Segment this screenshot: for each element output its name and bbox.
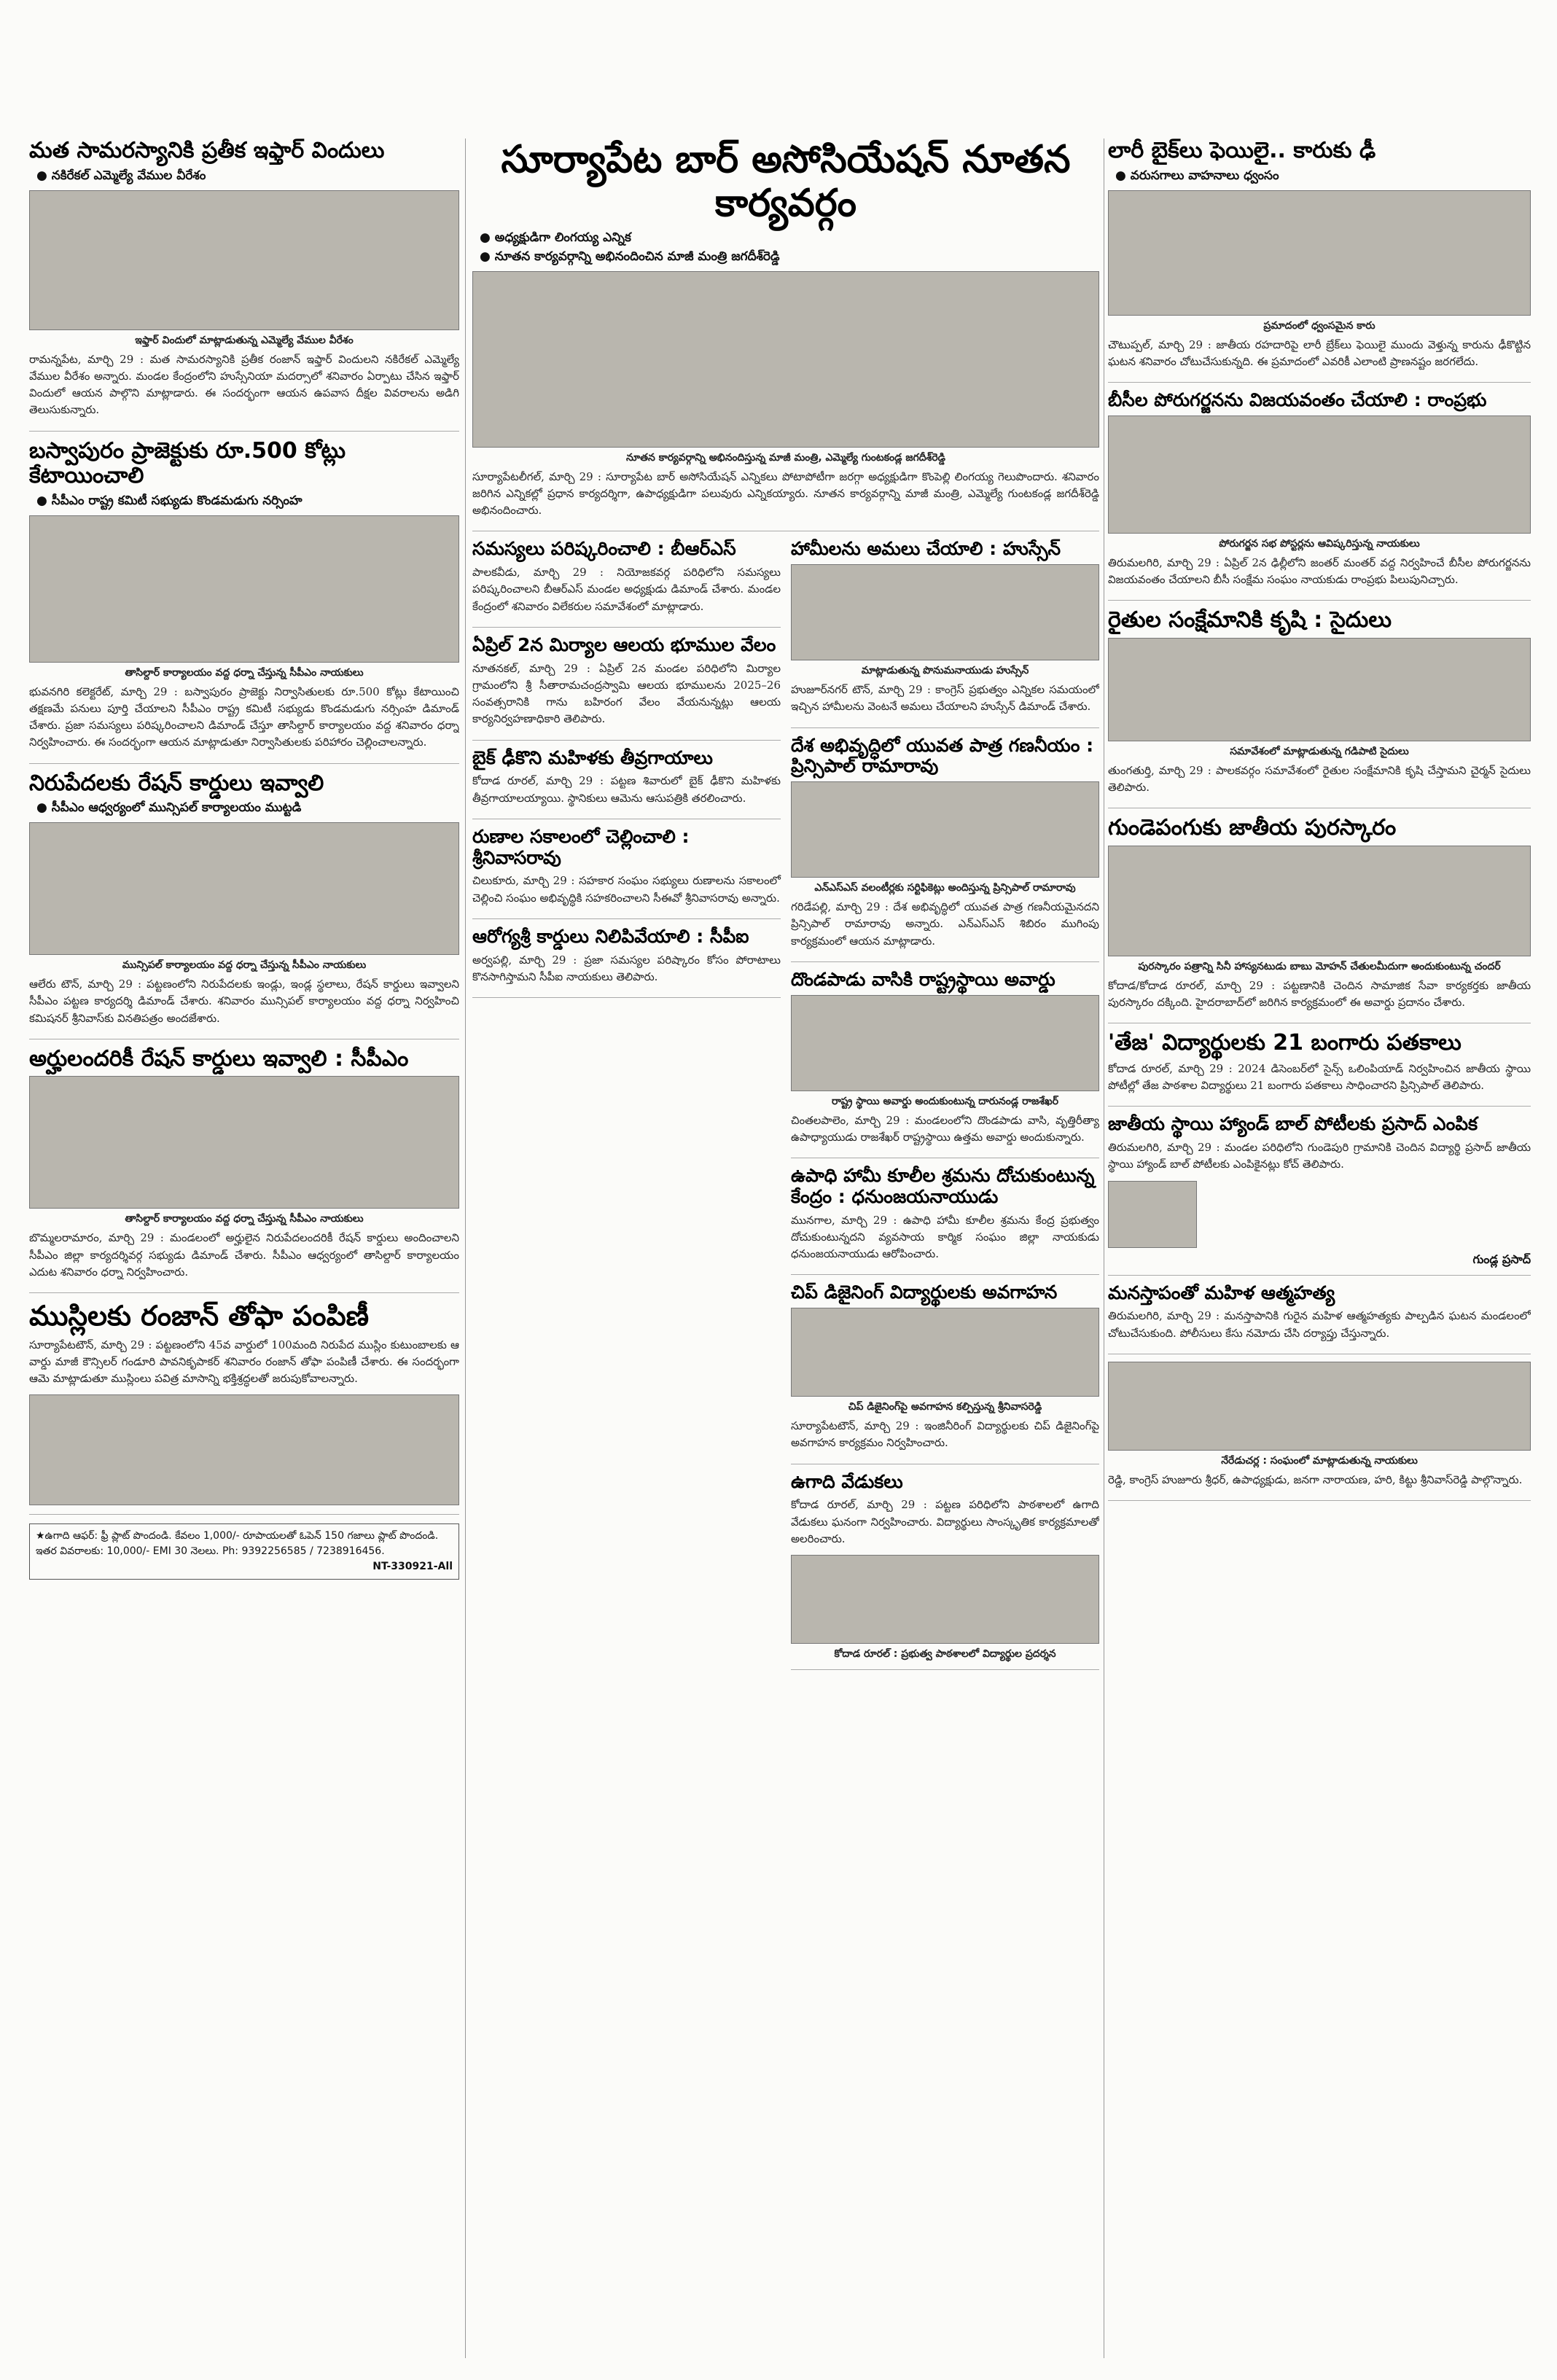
story-ramzan-tofa	[29, 1300, 459, 1515]
story-loans	[472, 827, 781, 919]
headline: రైతుల సంక్షేమానికి కృషి : సైదులు	[1108, 607, 1392, 633]
ad-text: ★ఉగాది ఆఫర్: ఫ్రీ ప్లాట్ పొందండి. కేవలం 1,000/- రూపాయలతో ఓపెన్ 150 గజాలు ప్లాట్ పొందండి. ఇతర వివరాలకు: 10,000/- EMI 30 నెలలు. Ph: 9392256585 / 7238916456.	[36, 1530, 439, 1558]
article-body: బొమ్మలరామారం, మార్చి 29 : మండలంలో అర్హులైన నిరుపేదలందరికీ రేషన్ కార్డులు అందించాలని సీపీఎం జిల్లా కార్యదర్శివర్గ సభ్యుడు డిమాండ్ చేశారు. సీపీఎం ఆధ్వర్యంలో తాసిల్దార్ కార్యాలయం ఎదుట శనివారం ధర్నా నిర్వహించారు.	[29, 1231, 459, 1279]
article-body: గరిడేపల్లి, మార్చి 29 : దేశ అభివృద్ధిలో యువత పాత్ర గణనీయమైనదని ప్రిన్సిపాల్ రామారావు అన్నారు. ఎన్ఎస్ఎస్ శిబిరం ముగింపు కార్యక్రమంలో ఆయన మాట్లాడారు.	[791, 900, 1099, 948]
story-brs	[472, 539, 781, 628]
news-photo	[472, 271, 1099, 448]
headline: ఏప్రిల్ 2న మిర్యాల ఆలయ భూముల వేలం	[472, 633, 776, 655]
ad-reference: NT-330921-All	[372, 1561, 453, 1573]
news-photo	[791, 781, 1099, 878]
article-body: రామన్నపేట, మార్చి 29 : మత సామరస్యానికి ప్రతీక రంజాన్ ఇఫ్తార్ విందులని నకిరేకల్ ఎమ్మెల్యే వేముల వీరేశం అన్నారు. మండల కేంద్రంలోని హుస్సేనియా మదర్సాలో శనివారం ఏర్పాటు చేసిన ఇఫ్తార్ విందులో ఆయన పాల్గొని మాట్లాడారు. ఈ సందర్భంగా ఆయన ఉపవాస దీక్షల వివరాలను అడిగి తెలుసుకున్నారు.	[29, 352, 459, 417]
subhead: ● నూతన కార్యవర్గాన్ని అభినందించిన మాజీ మంత్రి జగదీశ్‌రెడ్డి	[480, 249, 1099, 267]
photo-caption: నేరేడుచర్ల : సంఘంలో మాట్లాడుతున్న నాయకులు	[1221, 1454, 1418, 1467]
article-body: అర్వపల్లి, మార్చి 29 : ప్రజా సమస్యల పరిష్కారం కోసం పోరాటాలు కొనసాగిస్తామని సీపీఐ నాయకులు తెలిపారు.	[472, 953, 781, 983]
story-farmers	[1108, 608, 1531, 808]
story-cpi	[472, 926, 781, 998]
story-national-award	[1108, 816, 1531, 1023]
article-body: తిరుమలగిరి, మార్చి 29 : మనస్తాపానికి గురైన మహిళ ఆత్మహత్యకు పాల్పడిన ఘటన మండలంలో చోటుచేసుకుంది. పోలీసులు కేసు నమోదు చేసి దర్యాప్తు చేస్తున్నారు.	[1108, 1309, 1531, 1340]
headline: లారీ బైక్‌లు ఫెయిలై.. కారుకు ఢీ	[1108, 138, 1376, 163]
portrait-photo	[1108, 1181, 1197, 1248]
photo-caption: కోదాడ రూరల్ : ప్రభుత్వ పాఠశాలలో విద్యార్థుల ప్రదర్శన	[834, 1648, 1056, 1661]
photo-caption: పోరుగర్జన సభ పోస్టర్లను ఆవిష్కరిస్తున్న నాయకులు	[1219, 537, 1420, 550]
story-award	[791, 969, 1099, 1158]
photo-caption: పురస్కారం పత్రాన్ని సినీ హాస్యనటుడు బాబు మోహన్ చేతులమీదుగా అందుకుంటున్న చందర్	[1138, 960, 1501, 972]
headline: 'తేజ' విద్యార్థులకు 21 బంగారు పతకాలు	[1108, 1030, 1462, 1056]
story-bike-accident	[472, 748, 781, 819]
story-youth	[791, 736, 1099, 962]
article-body: సూర్యాపేటలీగల్, మార్చి 29 : సూర్యాపేట బార్ అసోసియేషన్ ఎన్నికలు పోటాపోటీగా జరగ్గా అధ్యక్షుడిగా కొంపెల్లి లింగయ్య గెలుపొందారు. శనివారం జరిగిన ఎన్నికల్లో ప్రధాన కార్యదర్శిగా, ఉపాధ్యక్షుడిగా పలువురు ఎన్నికయ్యారు. నూతన కార్యవర్గాన్ని మాజీ మంత్రి, ఎమ్మెల్యే గుంటకండ్ల జగదీశ్‌రెడ్డి అభినందించారు.	[472, 469, 1099, 518]
headline: నిరుపేదలకు రేషన్ కార్డులు ఇవ్వాలి	[29, 770, 324, 796]
story-suicide	[1108, 1283, 1531, 1354]
subhead: ● సీపీఎం రాష్ట్ర కమిటీ సభ్యుడు కొండమడుగు నర్సింహ	[36, 493, 459, 511]
article-body: కోదాడ రూరల్, మార్చి 29 : పట్టణ శివారులో బైక్ ఢీకొని మహిళకు తీవ్రగాయాలయ్యాయి. స్థానికులు ఆమెను ఆసుపత్రికి తరలించారు.	[472, 774, 781, 805]
photo-caption: మాట్లాడుతున్న పొనుమనాయుడు హుస్సేన్	[861, 665, 1029, 677]
headline: చిప్ డిజైనింగ్ విద్యార్థులకు అవగాహన	[791, 1281, 1058, 1303]
photo-caption: ప్రమాదంలో ధ్వంసమైన కారు	[1263, 319, 1375, 332]
article-body: ఆలేరు టౌన్, మార్చి 29 : పట్టణంలోని నిరుపేదలకు ఇండ్లు, ఇండ్ల స్థలాలు, రేషన్ కార్డులు ఇవ్వాలని సీపీఎం పట్టణ కార్యదర్శి డిమాండ్ చేశారు. శనివారం మున్సిపల్ కార్యాలయం వద్ద ధర్నా నిర్వహించి కమిషనర్ శ్రీనివాస్‌కు వినతిపత్రం అందజేశారు.	[29, 978, 459, 1025]
photo-caption: సమావేశంలో మాట్లాడుతున్న గడిపాటి సైదులు	[1230, 745, 1409, 757]
article-body: తిరుమలగిరి, మార్చి 29 : ఏప్రిల్ 2న ఢిల్లీలోని జంతర్ మంతర్ వద్ద నిర్వహించే బీసీల పోరుగర్జనను విజయవంతం చేయాలని బీసీ సంక్షేమ సంఘం నాయకుడు రాంప్రభు పిలుపునిచ్చారు.	[1108, 555, 1531, 586]
story-iftar	[29, 138, 459, 432]
article-body: రెడ్డి, కాంగ్రెస్ హుజూరు శ్రీధర్, ఉపాధ్యక్షుడు, జనగా నారాయణ, హరి, కిట్టు శ్రీనివాస్‌రెడ్డి పాల్గొన్నారు.	[1108, 1472, 1523, 1486]
news-photo	[791, 995, 1099, 1091]
headline: జాతీయ స్థాయి హ్యాండ్ బాల్ పోటీలకు ప్రసాద్ ఎంపిక	[1108, 1113, 1478, 1135]
story-hussain	[791, 539, 1099, 727]
photo-caption: తాసిల్దార్ కార్యాలయం వద్ద ధర్నా చేస్తున్న సీపీఎం నాయకులు	[125, 666, 364, 679]
article-body: చౌటుప్పల్, మార్చి 29 : జాతీయ రహదారిపై లారీ బ్రేక్‌లు ఫెయిలై ముందు వెళ్తున్న కారును ఢీకొట్టిన ఘటన శనివారం చోటుచేసుకున్నది. ఈ ప్రమాదంలో ఎవరికీ ఎలాంటి ప్రాణనష్టం జరగలేదు.	[1108, 338, 1531, 368]
headline: ఉపాధి హామీ కూలీల శ్రమను దోచుకుంటున్న కేంద్రం : ధనుంజయనాయుడు	[791, 1165, 1095, 1207]
headline: ఉగాది వేడుకలు	[791, 1470, 903, 1492]
headline: దేశ అభివృద్ధిలో యువత పాత్ర గణనీయం : ప్రిన్సిపాల్ రామారావు	[791, 734, 1094, 777]
story-ugadi	[791, 1472, 1099, 1671]
story-nrega	[791, 1166, 1099, 1275]
headline: గుండెపంగుకు జాతీయ పురస్కారం	[1108, 815, 1397, 841]
article-body: చిలుకూరు, మార్చి 29 : సహకార సంఘం సభ్యులు రుణాలను సకాలంలో చెల్లించి సంఘం అభివృద్ధికి సహకరించాలని సీఈవో శ్రీనివాసరావు అన్నారు.	[472, 874, 781, 905]
headline: రుణాల సకాలంలో చెల్లించాలి : శ్రీనివాసరావు	[472, 825, 690, 868]
story-teja-medals	[1108, 1031, 1531, 1107]
center-column	[472, 138, 1099, 2358]
photo-caption: నూతన కార్యవర్గాన్ని అభినందిస్తున్న మాజీ మంత్రి, ఎమ్మెల్యే గుంటకండ్ల జగదీశ్‌రెడ్డి	[625, 451, 945, 464]
headline: మత సామరస్యానికి ప్రతీక ఇఫ్తార్ విందులు	[29, 138, 385, 163]
story-cpm-ration	[29, 1047, 459, 1293]
subhead: ● అధ్యక్షుడిగా లింగయ్య ఎన్నిక	[480, 230, 1099, 248]
article-body: మునగాల, మార్చి 29 : ఉపాధి హామీ కూలీల శ్రమను కేంద్ర ప్రభుత్వం దోచుకుంటున్నదని వ్యవసాయ కార్మిక సంఘం జిల్లా నాయకుడు ధనుంజయనాయుడు ఆరోపించారు.	[791, 1213, 1099, 1261]
photo-caption: ఎన్ఎస్ఎస్ వలంటీర్లకు సర్టిఫికెట్లు అందిస్తున్న ప్రిన్సిపాల్ రామారావు	[814, 882, 1076, 894]
news-photo	[29, 515, 459, 663]
article-body: హుజూర్‌నగర్ టౌన్, మార్చి 29 : కాంగ్రెస్ ప్రభుత్వం ఎన్నికల సమయంలో ఇచ్చిన హామీలను వెంటనే అమలు చేయాలని హుస్సేన్ డిమాండ్ చేశారు.	[791, 683, 1099, 714]
news-photo	[29, 1394, 459, 1505]
headline: బస్వాపురం ప్రాజెక్టుకు రూ.500 కోట్లు కేటాయించాలి	[29, 437, 346, 488]
news-subcolumn-left	[472, 539, 781, 1677]
headline: మనస్తాపంతో మహిళ ఆత్మహత్య	[1108, 1281, 1335, 1303]
column-divider	[465, 138, 466, 2358]
headline: అర్హులందరికీ రేషన్ కార్డులు ఇవ్వాలి : సీపీఎం	[29, 1045, 409, 1072]
article-body: నూతనకల్, మార్చి 29 : ఏప్రిల్ 2న మండల పరిధిలోని మిర్యాల గ్రామంలోని శ్రీ సీతారామచంద్రస్వామి ఆలయ భూములను 2025–26 సంవత్సరానికి గాను బహిరంగ వేలం వేయనున్నట్లు ఆలయ కార్యనిర్వహణాధికారి తెలిపారు.	[472, 661, 781, 726]
news-photo	[1108, 638, 1531, 741]
article-body: కోదాడ రూరల్, మార్చి 29 : పట్టణ పరిధిలోని పాఠశాలలో ఉగాది వేడుకలు ఘనంగా నిర్వహించారు. విద్యార్థులు సాంస్కృతిక కార్యక్రమాలతో అలరించారు.	[791, 1498, 1099, 1545]
subhead: ● సీపీఎం ఆధ్వర్యంలో మున్సిపల్ కార్యాలయం ముట్టడి	[36, 800, 459, 818]
news-subcolumn-right	[791, 539, 1099, 1677]
story-lorry-accident	[1108, 138, 1531, 383]
article-body: భువనగిరి కలెక్టరేట్, మార్చి 29 : బస్వాపురం ప్రాజెక్టు నిర్వాసితులకు రూ.500 కోట్లు కేటాయించి తక్షణమే పనులు పూర్తి చేయాలని సీపీఎం రాష్ట్ర కమిటీ సభ్యుడు కొండమడుగు నర్సింహ డిమాండ్ చేశారు. ప్రజా సమస్యలు పరిష్కరించాలని డిమాండ్ చేస్తూ తాసిల్దార్ కార్యాలయం వద్ద శనివారం ధర్నా నిర్వహించారు. ఈ సందర్భంగా ఆయన మాట్లాడుతూ నిర్వాసితులకు పరిహారం చెల్లించాలన్నారు.	[29, 684, 459, 749]
story-temple-land	[472, 635, 781, 741]
news-photo	[1108, 1362, 1531, 1451]
headline: ముస్లిలకు రంజాన్ తోఫా పంపిణీ	[29, 1300, 369, 1332]
article-body: సూర్యాపేటటౌన్, మార్చి 29 : పట్టణంలోని 45వ వార్డులో 100మంది నిరుపేద ముస్లిం కుటుంబాలకు ఆ వార్డు మాజీ కౌన్సిలర్ గండూరి పావనికృపాకర్ శనివారం రంజాన్ తోఫా పంపిణీ చేశారు. ఈ సందర్భంగా ఆమె మాట్లాడుతూ ముస్లింలు పవిత్ర మాసాన్ని భక్తిశ్రద్ధలతో జరుపుకోవాలన్నారు.	[29, 1338, 459, 1386]
subhead: ● వరుసగాలు వాహనాలు ధ్వంసం	[1115, 168, 1531, 186]
news-photo	[29, 190, 459, 330]
article-body: చింతలపాలెం, మార్చి 29 : మండలంలోని దొండపాడు వాసి, వృత్తిరీత్యా ఉపాధ్యాయుడు రాజశేఖర్ రాష్ట్రస్థాయి ఉత్తమ అవార్డు అందుకున్నారు.	[791, 1113, 1099, 1144]
right-column	[1108, 138, 1531, 2358]
story-bc-garjana	[1108, 390, 1531, 601]
news-photo	[791, 564, 1099, 660]
subhead: ● నకిరేకల్ ఎమ్మెల్యే వేముల వీరేశం	[36, 168, 459, 186]
news-photo	[1108, 190, 1531, 316]
news-photo	[791, 1555, 1099, 1644]
news-photo	[791, 1308, 1099, 1397]
headline: బైక్ ఢీకొని మహిళకు తీవ్రగాయాలు	[472, 746, 713, 768]
article-body: సూర్యాపేటటౌన్, మార్చి 29 : ఇంజినీరింగ్ విద్యార్థులకు చిప్ డిజైనింగ్‌పై అవగాహన కార్యక్రమం నిర్వహించారు.	[791, 1419, 1099, 1450]
photo-caption: మున్సిపల్ కార్యాలయం వద్ద ధర్నా చేస్తున్న సీపీఎం నాయకులు	[122, 959, 367, 971]
article-body: తుంగతుర్తి, మార్చి 29 : పాలకవర్గం సమావేశంలో రైతుల సంక్షేమానికి కృషి చేస్తామని చైర్మన్ సైదులు తెలిపారు.	[1108, 763, 1531, 794]
article-body: తిరుమలగిరి, మార్చి 29 : మండల పరిధిలోని గుండెపురి గ్రామానికి చెందిన విద్యార్థి ప్రసాద్ జాతీయ స్థాయి హ్యాండ్ బాల్ పోటీలకు ఎంపికైనట్లు కోచ్ తెలిపారు.	[1108, 1141, 1531, 1171]
story-ration-cards	[29, 771, 459, 1039]
story-baswapuram	[29, 439, 459, 764]
left-column	[29, 138, 459, 2358]
lead-headline: సూర్యాపేట బార్ అసోసియేషన్ నూతన కార్యవర్గం	[501, 138, 1071, 225]
article-body: పాలకవీడు, మార్చి 29 : నియోజకవర్గ పరిధిలోని సమస్యలు పరిష్కరించాలని బీఆర్ఎస్ మండల అధ్యక్షుడు డిమాండ్ చేశారు. మండల కేంద్రంలో శనివారం విలేకరుల సమావేశంలో మాట్లాడారు.	[472, 566, 781, 613]
headline: దొండపాడు వాసికి రాష్ట్రస్థాయి అవార్డు	[791, 968, 1055, 990]
news-photo	[29, 1076, 459, 1209]
article-body: కోదాడ రూరల్, మార్చి 29 : 2024 డిసెంబర్‌లో సైన్స్ ఒలింపియాడ్ నిర్వహించిన జాతీయ స్థాయి పోటీల్లో తేజ పాఠశాల విద్యార్థులు 21 బంగారు పతకాలు సాధించారని ప్రిన్సిపాల్ తెలిపారు.	[1108, 1061, 1531, 1092]
news-photo	[1108, 846, 1531, 956]
news-photo	[29, 822, 459, 955]
photo-caption: ఇఫ్తార్ విందులో మాట్లాడుతున్న ఎమ్మెల్యే వేముల వీరేశం	[135, 334, 354, 346]
article-body: కోదాడ/కోదాడ రూరల్, మార్చి 29 : పట్టణానికి చెందిన సామాజిక సేవా కార్యకర్తకు జాతీయ పురస్కారం దక్కింది. హైదరాబాద్‌లో జరిగిన కార్యక్రమంలో ఈ అవార్డు ప్రదానం చేశారు.	[1108, 978, 1531, 1009]
news-photo	[1108, 415, 1531, 534]
story-nereducharla	[1108, 1362, 1531, 1501]
headline: హామీలను అమలు చేయాలి : హుస్సేన్	[791, 538, 1061, 560]
story-bar-association	[472, 138, 1099, 531]
photo-name: గుండ్ల ప్రసాద్	[1472, 1252, 1531, 1266]
headline: ఆరోగ్యశ్రీ కార్డులు నిలిపివేయాలి : సీపీఐ	[472, 925, 749, 947]
photo-caption: తాసిల్దార్ కార్యాలయం వద్ద ధర్నా చేస్తున్న సీపీఎం నాయకులు	[125, 1213, 364, 1225]
story-chip-design	[791, 1282, 1099, 1464]
photo-caption: చిప్ డిజైనింగ్‌పై అవగాహన కల్పిస్తున్న శ్రీనివాసరెడ్డి	[848, 1401, 1042, 1413]
headline: బీసీల పోరుగర్జనను విజయవంతం చేయాలి : రాంప్రభు	[1108, 389, 1487, 410]
news-grid	[472, 539, 1099, 1677]
headline: సమస్యలు పరిష్కరించాలి : బీఆర్ఎస్	[472, 538, 736, 560]
classified-ad	[29, 1523, 459, 1580]
photo-caption: రాష్ట్ర స్థాయి అవార్డు అందుకుంటున్న దారునండ్ల రాజశేఖర్	[832, 1095, 1058, 1107]
story-handball	[1108, 1114, 1531, 1275]
